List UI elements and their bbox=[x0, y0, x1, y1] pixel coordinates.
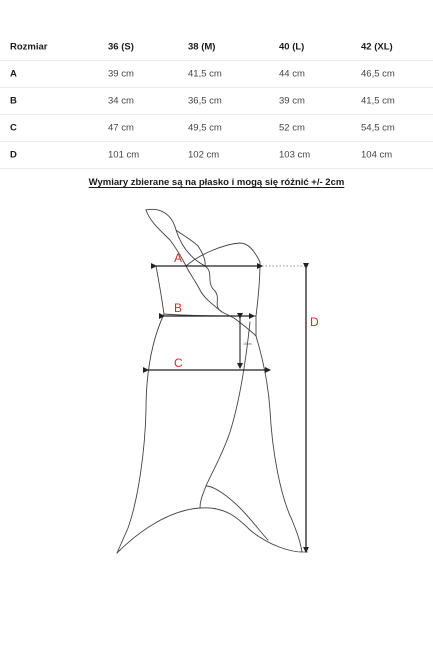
table-cell: 46,5 cm bbox=[361, 68, 395, 80]
row-label: A bbox=[10, 68, 17, 80]
ruffle-strap-inner bbox=[146, 210, 222, 312]
table-cell: 54,5 cm bbox=[361, 122, 395, 134]
table-cell: 41,5 cm bbox=[188, 68, 222, 80]
table-cell: 39 cm bbox=[279, 95, 305, 107]
row-label: D bbox=[10, 149, 17, 161]
hem-curve bbox=[117, 508, 302, 553]
table-cell: 103 cm bbox=[279, 149, 311, 161]
dimension-c bbox=[148, 356, 270, 370]
header-size: Rozmiar bbox=[10, 41, 48, 52]
dimension-d bbox=[302, 268, 319, 552]
dimension-a bbox=[156, 251, 308, 266]
header-l: 40 (L) bbox=[279, 41, 305, 52]
table-cell: 41,5 cm bbox=[361, 95, 395, 107]
table-cell: 34 cm bbox=[108, 95, 134, 107]
header-xl: 42 (XL) bbox=[361, 41, 393, 52]
wrap-overlap bbox=[206, 486, 268, 540]
wrap-overlap-edge bbox=[200, 486, 206, 508]
dimension-b bbox=[164, 301, 254, 316]
skirt-left-side bbox=[117, 314, 164, 553]
table-cell: 44 cm bbox=[279, 68, 305, 80]
header-m: 38 (M) bbox=[188, 41, 216, 52]
label-c: C bbox=[174, 356, 183, 370]
row-label: B bbox=[10, 95, 17, 107]
wrap-front-line bbox=[206, 322, 250, 486]
table-cell: 49,5 cm bbox=[188, 122, 222, 134]
table-cell: 52 cm bbox=[279, 122, 305, 134]
label-d: D bbox=[310, 315, 319, 329]
table-cell: 39 cm bbox=[108, 68, 134, 80]
bodice-neckline bbox=[186, 243, 260, 266]
dress-outline bbox=[117, 209, 302, 553]
label-b: B bbox=[174, 301, 183, 315]
header-s: 36 (S) bbox=[108, 41, 134, 52]
label-a: A bbox=[174, 251, 183, 265]
row-label: C bbox=[10, 122, 17, 134]
bodice-right-side bbox=[256, 262, 260, 336]
table-cell: 104 cm bbox=[361, 149, 393, 161]
table-cell: 101 cm bbox=[108, 149, 140, 161]
table-cell: 36,5 cm bbox=[188, 95, 222, 107]
skirt-right-side bbox=[256, 336, 302, 552]
table-cell: 47 cm bbox=[108, 122, 134, 134]
measurement-note-text: Wymiary zbierane są na płasko i mogą się różnić +/- 2cm bbox=[88, 177, 345, 188]
table-cell: 102 cm bbox=[188, 149, 220, 161]
label-small: 15cm bbox=[243, 342, 252, 346]
bodice-left-side bbox=[156, 266, 164, 314]
